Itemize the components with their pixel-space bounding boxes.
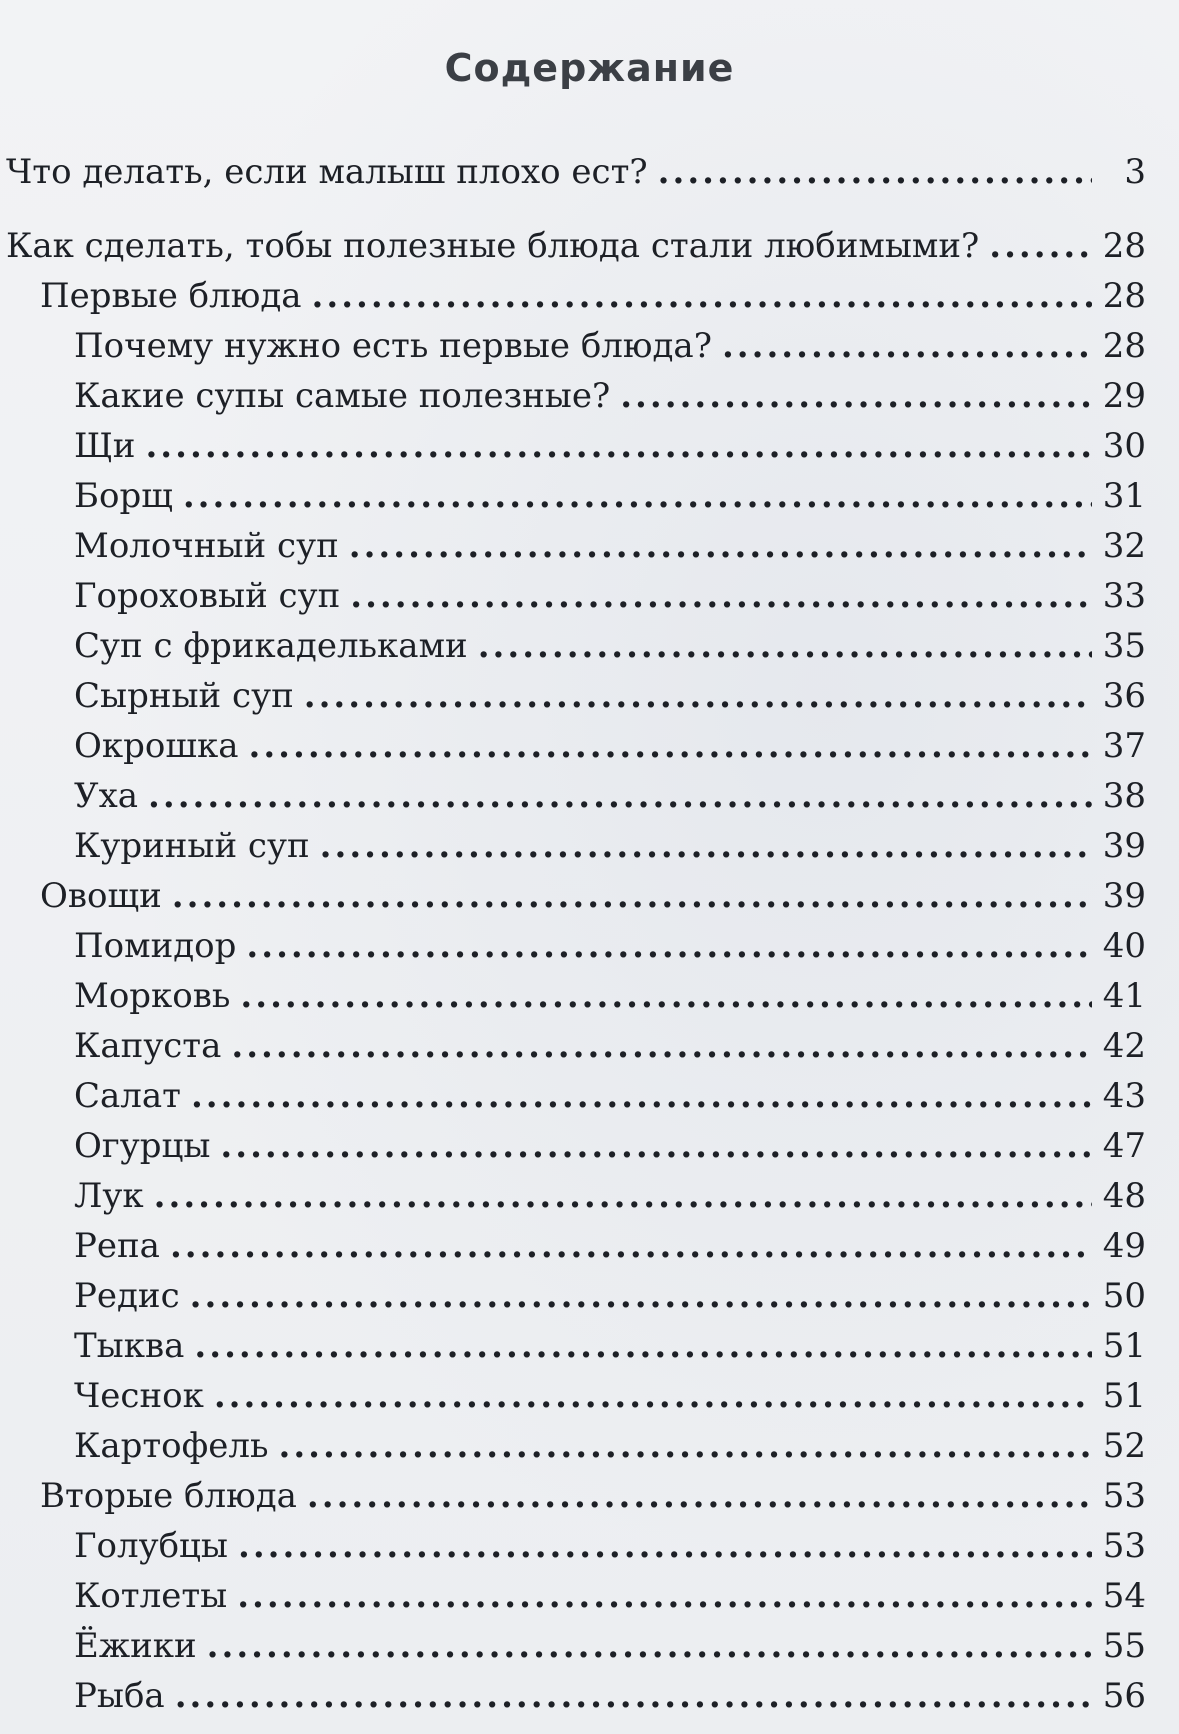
- dot-leader: [145, 422, 1092, 470]
- toc-entry-label: Репа: [74, 1226, 160, 1266]
- dot-leader: [349, 522, 1092, 570]
- toc-entry-label: Лук: [74, 1176, 144, 1216]
- toc-entry-label: Чеснок: [74, 1376, 204, 1416]
- toc-page-number: 42: [1102, 1026, 1146, 1066]
- toc-entry: [74, 472, 1146, 520]
- toc-entry-label: Молочный суп: [74, 526, 339, 566]
- toc-entry-label: Первые блюда: [40, 276, 302, 316]
- toc-entry: [74, 1672, 1146, 1720]
- toc-entry: [40, 872, 1146, 920]
- toc-entry-label: Тыква: [74, 1326, 185, 1366]
- dot-leader: [307, 1472, 1092, 1520]
- toc-entry-label: Котлеты: [74, 1576, 228, 1616]
- dot-leader: [170, 1222, 1092, 1270]
- toc-entry: [74, 1322, 1146, 1370]
- toc-entry-label: Щи: [74, 426, 136, 466]
- toc-entry: [74, 1572, 1146, 1620]
- dot-leader: [175, 1672, 1092, 1720]
- dot-leader: [722, 322, 1092, 370]
- toc-page-number: 51: [1102, 1326, 1146, 1366]
- toc-entry-label: Салат: [74, 1076, 181, 1116]
- toc-entry-label: Почему нужно есть первые блюда?: [74, 326, 712, 366]
- toc-entry-label: Какие супы самые полезные?: [74, 376, 611, 416]
- toc-entry-label: Как сделать, тобы полезные блюда стали любимыми?: [6, 226, 980, 266]
- toc-entry: [6, 222, 1146, 270]
- toc-entry: [6, 148, 1146, 196]
- toc-entry-label: Вторые блюда: [40, 1476, 297, 1516]
- toc-entry: [74, 672, 1146, 720]
- dot-leader: [246, 922, 1092, 970]
- toc-page-number: 40: [1102, 926, 1146, 966]
- dot-leader: [989, 222, 1092, 270]
- toc-page-number: 28: [1102, 276, 1146, 316]
- toc-entry: [74, 1372, 1146, 1420]
- toc-page-number: 54: [1102, 1576, 1146, 1616]
- toc-page-number: 55: [1102, 1626, 1146, 1666]
- toc-entry-label: Куриный суп: [74, 826, 310, 866]
- dot-leader: [620, 372, 1092, 420]
- dot-leader: [154, 1172, 1092, 1220]
- dot-leader: [312, 272, 1092, 320]
- toc-entry: [74, 1422, 1146, 1470]
- toc-page-number: 52: [1102, 1426, 1146, 1466]
- dot-leader: [304, 672, 1092, 720]
- dot-leader: [249, 722, 1093, 770]
- toc-page-number: 41: [1102, 976, 1146, 1016]
- toc-entry: [74, 622, 1146, 670]
- toc-entry-label: Картофель: [74, 1426, 269, 1466]
- toc-page-number: 39: [1102, 876, 1146, 916]
- toc-page-number: 53: [1102, 1526, 1146, 1566]
- toc-entry-label: Рыба: [74, 1676, 165, 1716]
- toc-page-number: 38: [1102, 776, 1146, 816]
- toc-entry-label: Редис: [74, 1276, 180, 1316]
- toc-entry: [74, 772, 1146, 820]
- toc-entry-label: Борщ: [74, 476, 173, 516]
- toc-entry-label: Уха: [74, 776, 139, 816]
- toc-entry: [74, 922, 1146, 970]
- toc-page-number: 43: [1102, 1076, 1146, 1116]
- toc-page-number: 30: [1102, 426, 1146, 466]
- toc-page-number: 28: [1102, 326, 1146, 366]
- dot-leader: [237, 1572, 1092, 1620]
- toc-entry: [74, 972, 1146, 1020]
- toc-entry-label: Сырный суп: [74, 676, 294, 716]
- toc-entry-label: Гороховый суп: [74, 576, 341, 616]
- toc-entry: [74, 1522, 1146, 1570]
- toc-page-number: 28: [1102, 226, 1146, 266]
- toc-entry-label: Суп с фрикадельками: [74, 626, 468, 666]
- toc-entry-label: Капуста: [74, 1026, 222, 1066]
- toc-entry-label: Помидор: [74, 926, 237, 966]
- dot-leader: [478, 622, 1092, 670]
- dot-leader: [238, 1522, 1092, 1570]
- toc-entry: [74, 1022, 1146, 1070]
- toc-page-number: 37: [1102, 726, 1146, 766]
- toc-entry: [40, 1472, 1146, 1520]
- dot-leader: [183, 472, 1092, 520]
- dot-leader: [190, 1272, 1092, 1320]
- dot-leader: [214, 1372, 1092, 1420]
- toc-page-number: 47: [1102, 1126, 1146, 1166]
- toc-entry: [74, 322, 1146, 370]
- toc-entry: [74, 522, 1146, 570]
- toc-entry-label: Голубцы: [74, 1526, 228, 1566]
- toc-entry-label: Морковь: [74, 976, 231, 1016]
- toc-entry: [74, 1622, 1146, 1670]
- page-title: Содержание: [444, 46, 735, 90]
- toc-page-number: 56: [1102, 1676, 1146, 1716]
- dot-leader: [207, 1622, 1092, 1670]
- toc-entry-label: Что делать, если малыш плохо ест?: [6, 152, 648, 192]
- toc-page-number: 29: [1102, 376, 1146, 416]
- toc-entry: [74, 722, 1146, 770]
- dot-leader: [350, 572, 1092, 620]
- toc-page-number: 31: [1102, 476, 1146, 516]
- toc-entry-label: Ёжики: [74, 1626, 197, 1666]
- toc-entry: [74, 1122, 1146, 1170]
- dot-leader: [194, 1322, 1092, 1370]
- dot-leader: [148, 772, 1092, 820]
- toc-page-number: 50: [1102, 1276, 1146, 1316]
- toc-entry-label: Овощи: [40, 876, 162, 916]
- dot-leader: [172, 872, 1092, 920]
- toc-entry: [74, 1072, 1146, 1120]
- toc-entry: [74, 1172, 1146, 1220]
- dot-leader: [658, 148, 1092, 196]
- dot-leader: [240, 972, 1092, 1020]
- toc-page-number: 32: [1102, 526, 1146, 566]
- toc-entry: [74, 572, 1146, 620]
- toc-entry-label: Окрошка: [74, 726, 239, 766]
- toc-page-number: 53: [1102, 1476, 1146, 1516]
- toc-entry: [74, 1222, 1146, 1270]
- dot-leader: [191, 1072, 1092, 1120]
- toc-entry: [74, 372, 1146, 420]
- dot-leader: [231, 1022, 1092, 1070]
- toc-entry-label: Огурцы: [74, 1126, 211, 1166]
- toc-page-number: 35: [1102, 626, 1146, 666]
- toc-entry: [74, 822, 1146, 870]
- toc-page-number: 36: [1102, 676, 1146, 716]
- dot-leader: [220, 1122, 1092, 1170]
- toc-page-number: 48: [1102, 1176, 1146, 1216]
- toc-entry: [74, 422, 1146, 470]
- dot-leader: [320, 822, 1092, 870]
- toc-page-number: 33: [1102, 576, 1146, 616]
- dot-leader: [278, 1422, 1092, 1470]
- toc-page-number: 39: [1102, 826, 1146, 866]
- toc-entry: [74, 1272, 1146, 1320]
- toc-page-number: 49: [1102, 1226, 1146, 1266]
- toc-page-number: 51: [1102, 1376, 1146, 1416]
- toc-page-number: 3: [1124, 152, 1146, 192]
- toc-entry: [40, 272, 1146, 320]
